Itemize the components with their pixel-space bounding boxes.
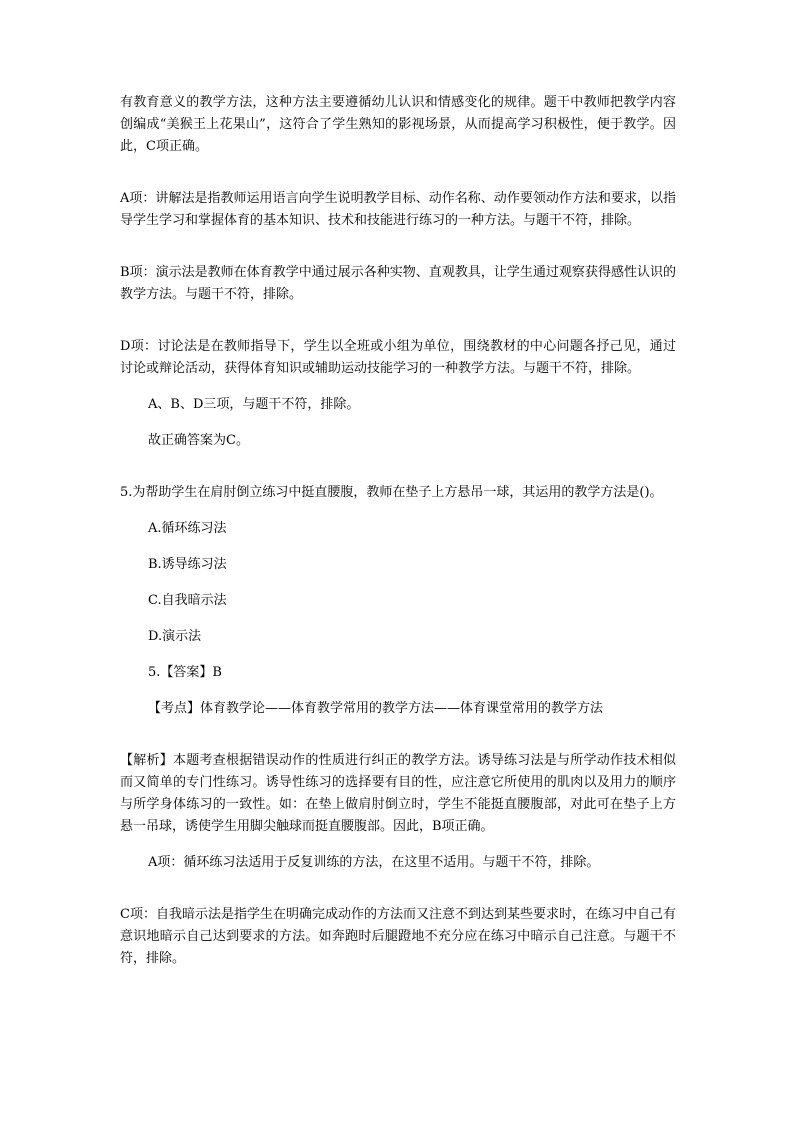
abd-summary: A、B、D三项，与题干不符，排除。 [148, 397, 360, 412]
kaodian: 【考点】体育教学论——体育教学常用的教学方法——体育课堂常用的教学方法 [148, 701, 604, 716]
option-a: A.循环练习法 [148, 521, 227, 536]
option-c-analysis-q5: C项：自我暗示法是指学生在明确完成动作的方法而又注意不到达到某些要求时，在练习中自己有意识地暗示自己达到要求的方法。如奔跑时后腿蹬地不充分应在练习中暗示自己注意。与题干不符，排除。 [120, 907, 676, 966]
option-a-analysis-q5: A项：循环练习法适用于反复训练的方法，在这里不适用。与题干不符，排除。 [148, 855, 600, 870]
option-b-analysis: B项：演示法是教师在体育教学中通过展示各种实物、直观教具，让学生通过观察获得感性认识的教学方法。与题干不符，排除。 [120, 265, 676, 302]
conclusion: 故正确答案为C。 [148, 433, 249, 448]
question-stem: 5.为帮助学生在肩肘倒立练习中挺直腰腹，教师在垫子上方悬吊一球，其运用的教学方法是()。 [120, 485, 663, 500]
option-d: D.演示法 [148, 629, 202, 644]
option-a-analysis: A项：讲解法是指教师运用语言向学生说明教学目标、动作名称、动作要领动作方法和要求，以指导学生学习和掌握体育的基本知识、技术和技能进行练习的一种方法。与题干不符，排除。 [120, 191, 676, 228]
answer: 5.【答案】B [148, 665, 222, 680]
analysis-paragraph: 有教育意义的教学方法，这种方法主要遵循幼儿认识和情感变化的规律。题干中教师把教学内容创编成“美猴王上花果山”，这符合了学生熟知的影视场景，从而提高学习积极性，便于教学。因此，C项正确。 [120, 95, 676, 154]
jiexi: 【解析】本题考查根据错误动作的性质进行纠正的教学方法。诱导练习法是与所学动作技术相似而又简单的专门性练习。诱导性练习的选择要有目的性，应注意它所使用的肌肉以及用力的顺序与所学身体练习的一致性。如：在垫上做肩肘倒立时，学生不能挺直腰腹部，对此可在垫子上方悬一吊球，诱使学生用脚尖触球而挺直腰腹部。因此，B项正确。 [120, 753, 676, 834]
option-b: B.诱导练习法 [148, 557, 227, 572]
document-page [120, 92, 676, 970]
option-c: C.自我暗示法 [148, 593, 227, 608]
option-d-analysis: D项：讨论法是在教师指导下，学生以全班或小组为单位，围绕教材的中心问题各抒己见，通过讨论或辩论活动，获得体育知识或辅助运动技能学习的一种教学方法。与题干不符，排除。 [120, 339, 676, 376]
